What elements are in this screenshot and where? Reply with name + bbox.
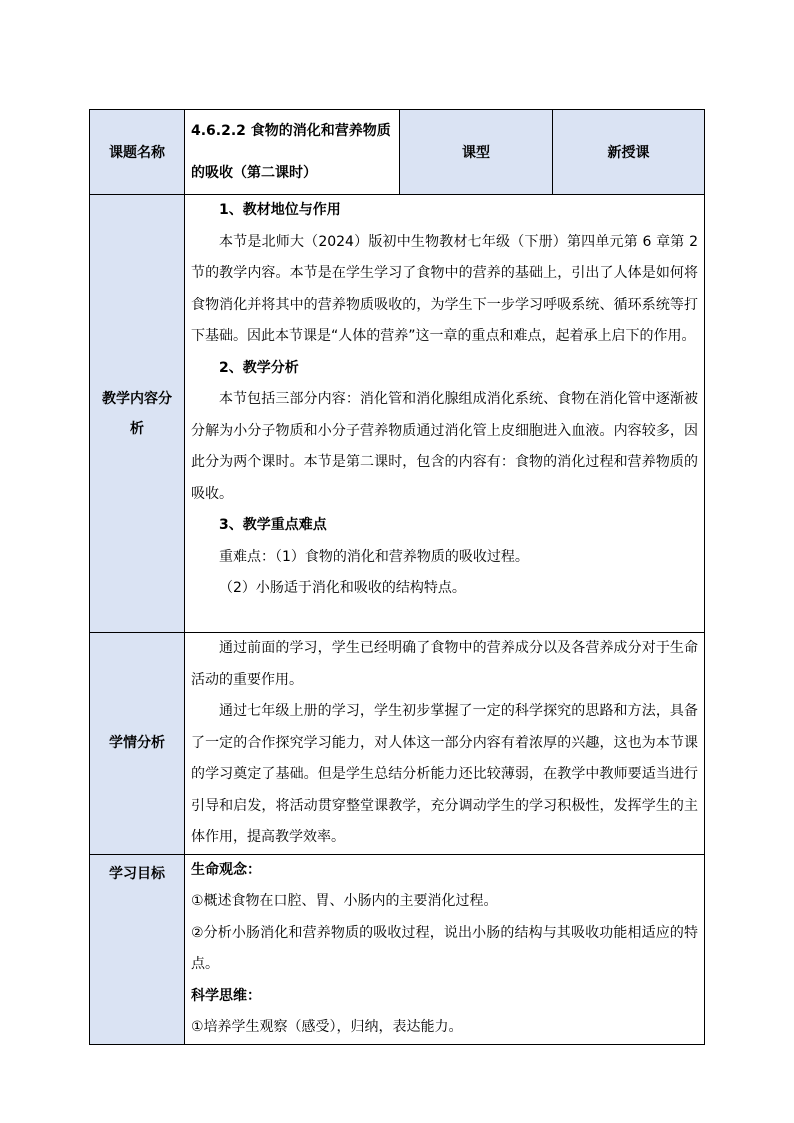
objectives-row	[90, 854, 705, 1044]
key-points-line-1: 重难点：（1）食物的消化和营养物质的吸收过程。	[219, 548, 529, 565]
course-name-label: 课题名称	[90, 110, 185, 195]
life-concept-heading: 生命观念：	[191, 861, 261, 878]
course-type-value: 新授课	[553, 110, 705, 195]
content-analysis-label	[90, 195, 185, 633]
course-type-label: 课型	[400, 110, 553, 195]
section-text-2: 本节包括三部分内容：消化管和消化腺组成消化系统、食物在消化管中逐渐被分解为小分子物质和小分子营养物质通过消化管上皮细胞进入血液。内容较多，因此分为两个课时。本节是第二课时，包含的内容有：食物的消化过程和营养物质的吸收。	[191, 391, 698, 502]
lesson-plan-document	[89, 109, 704, 1045]
scientific-objective-1: ①培养学生观察（感受），归纳，表达能力。	[191, 1019, 463, 1035]
header-row	[90, 110, 705, 195]
life-objective-2: ②分析小肠消化和营养物质的吸收过程，说出小肠的结构与其吸收功能相适应的特点。	[191, 924, 698, 972]
learner-analysis-label: 学情分析	[90, 633, 185, 855]
objectives-body	[185, 854, 705, 1044]
course-title: 4.6.2.2 食物的消化和营养物质的吸收（第二课时）	[185, 110, 400, 195]
learner-analysis-row	[90, 633, 705, 855]
learner-paragraph-1: 通过前面的学习，学生已经明确了食物中的营养成分以及各营养成分对于生命活动的重要作用。	[191, 640, 698, 688]
section-heading-1: 1、教材地位与作用	[219, 202, 341, 218]
key-points-line-2: （2）小肠适于消化和吸收的结构特点。	[219, 580, 466, 596]
learner-analysis-body	[185, 633, 705, 855]
section-text-1: 本节是北师大（2024）版初中生物教材七年级（下册）第四单元第 6 章第 2 节的教学内容。本节是在学生学习了食物中的营养的基础上，引出了人体是如何将食物消化并将其中的营养物质吸收的，为学生下一步学习呼吸系统、循环系统等打下基础。因此本节课是“人体的营养”这一章的重点和难点，起着承上启下的作用。	[191, 233, 698, 344]
lesson-plan-table	[89, 109, 705, 1045]
section-heading-2: 2、教学分析	[219, 359, 299, 376]
section-heading-3: 3、教学重点难点	[219, 517, 327, 533]
objectives-label: 学习目标	[90, 854, 185, 1044]
learner-paragraph-2: 通过七年级上册的学习，学生初步掌握了一定的科学探究的思路和方法，具备了一定的合作探究学习能力，对人体这一部分内容有着浓厚的兴趣，这也为本节课的学习奠定了基础。但是学生总结分析能力还比较薄弱，在教学中教师要适当进行引导和启发，将活动贯穿整堂课教学，充分调动学生的学习积极性，发挥学生的主体作用，提高教学效率。	[191, 703, 698, 845]
content-analysis-body	[185, 195, 705, 633]
content-analysis-row	[90, 195, 705, 633]
scientific-thinking-heading: 科学思维：	[191, 987, 261, 1004]
life-objective-1: ①概述食物在口腔、胃、小肠内的主要消化过程。	[191, 893, 498, 909]
content-analysis-label-text: 教学内容分析	[102, 390, 172, 437]
